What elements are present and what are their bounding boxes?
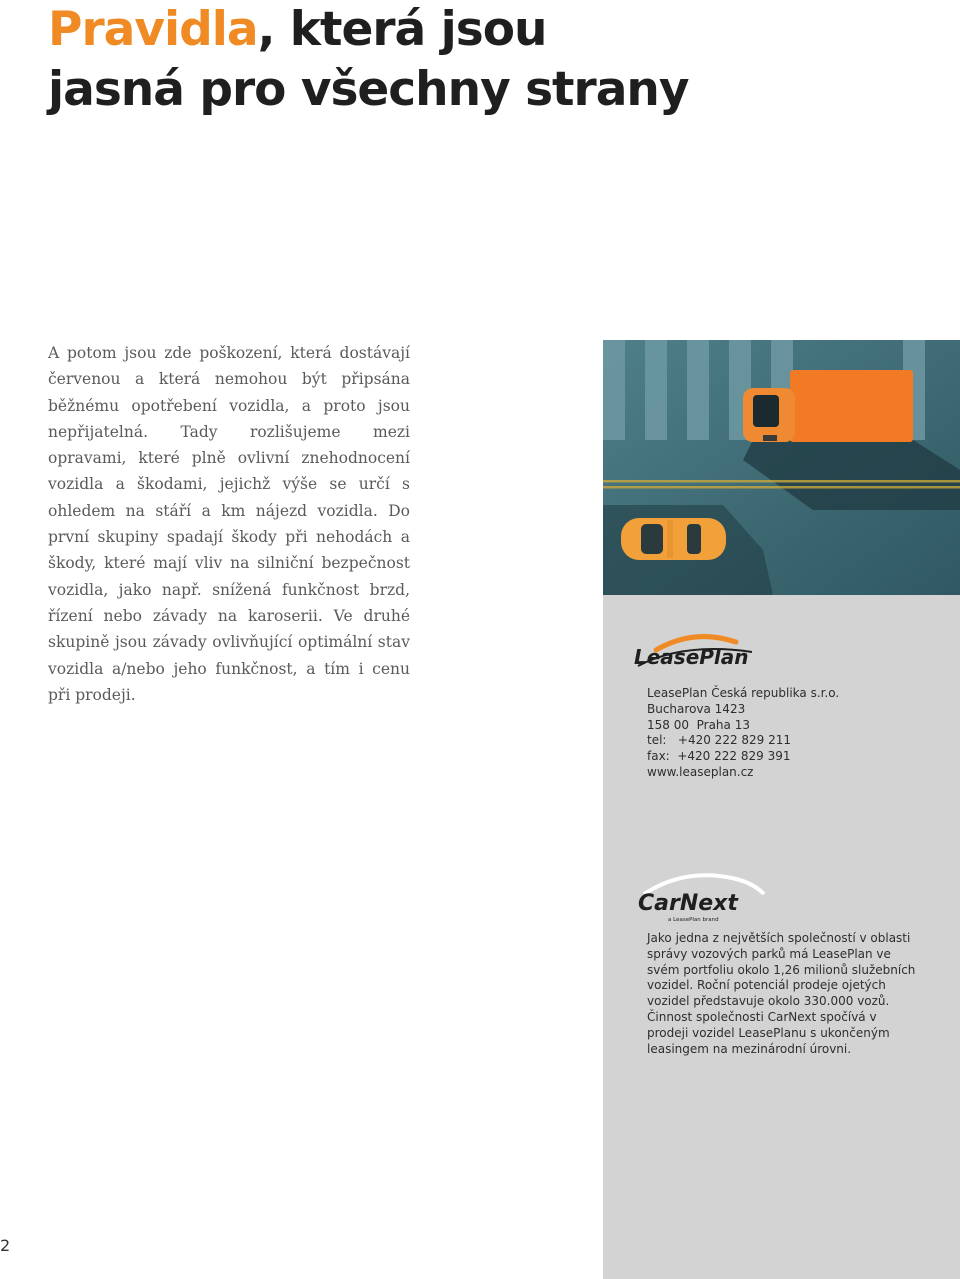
address-line-street: Bucharova 1423 — [647, 701, 746, 716]
street-photo — [603, 340, 960, 595]
aerial-street-image — [603, 340, 960, 595]
address-line-company: LeasePlan Česká republika s.r.o. — [647, 686, 840, 700]
address-line-phone: tel: +420 222 829 211 — [647, 733, 792, 748]
carnext-description: Jako jedna z největších společností v oblasti správy vozových parků má LeasePlan ve svém portfoliu okolo 1,26 milionů služebních vozidel. Roční potenciál prodeje ojetých vozidel představuje okolo 330.000 vozů. Činnost společnosti CarNext spočívá v prodeji vozidel LeasePlanu s ukončeným leasingem na mezinárodní úrovni. — [647, 931, 916, 1056]
page-number: 2 — [0, 1236, 11, 1255]
leaseplan-logo — [634, 630, 764, 686]
address-line-web: www.leaseplan.cz — [647, 764, 754, 779]
carnext-logo — [636, 872, 768, 928]
carnext-logo-text: CarNext — [638, 891, 738, 916]
page-title — [48, 0, 689, 120]
title-line2: jasná pro všechny strany — [48, 62, 689, 117]
body-paragraph: A potom jsou zde poškození, která dostávají červenou a která nemohou být připsána běžnému opotřebení vozidla, a proto jsou nepřijatelná. Tady rozlišujeme mezi opravami, které plně ovlivní znehodnocení vozidla a škodami, jejichž výše se určí s ohledem na stáří a km nájezd vozidla. Do první skupiny spadají škody při nehodách a škody, které mají vliv na silniční bezpečnost vozidla, jako např. snížená funkčnost brzd, řízení nebo závady na karoserii. Ve druhé skupině jsou závady ovlivňující optimální stav vozidla a/nebo jeho funkčnost, a tím i cenu při prodeji. — [48, 344, 410, 704]
title-line1-rest: , která jsou — [257, 2, 547, 57]
title-accent: Pravidla — [48, 2, 258, 57]
taxi-shape — [621, 518, 726, 560]
address-line-fax: fax: +420 222 829 391 — [647, 749, 791, 764]
address-block — [647, 686, 839, 781]
leaseplan-logo-text: LeasePlan — [634, 645, 749, 669]
address-line-city: 158 00 Praha 13 — [647, 717, 750, 732]
carnext-logo-tagline: a LeasePlan brand — [668, 917, 719, 923]
